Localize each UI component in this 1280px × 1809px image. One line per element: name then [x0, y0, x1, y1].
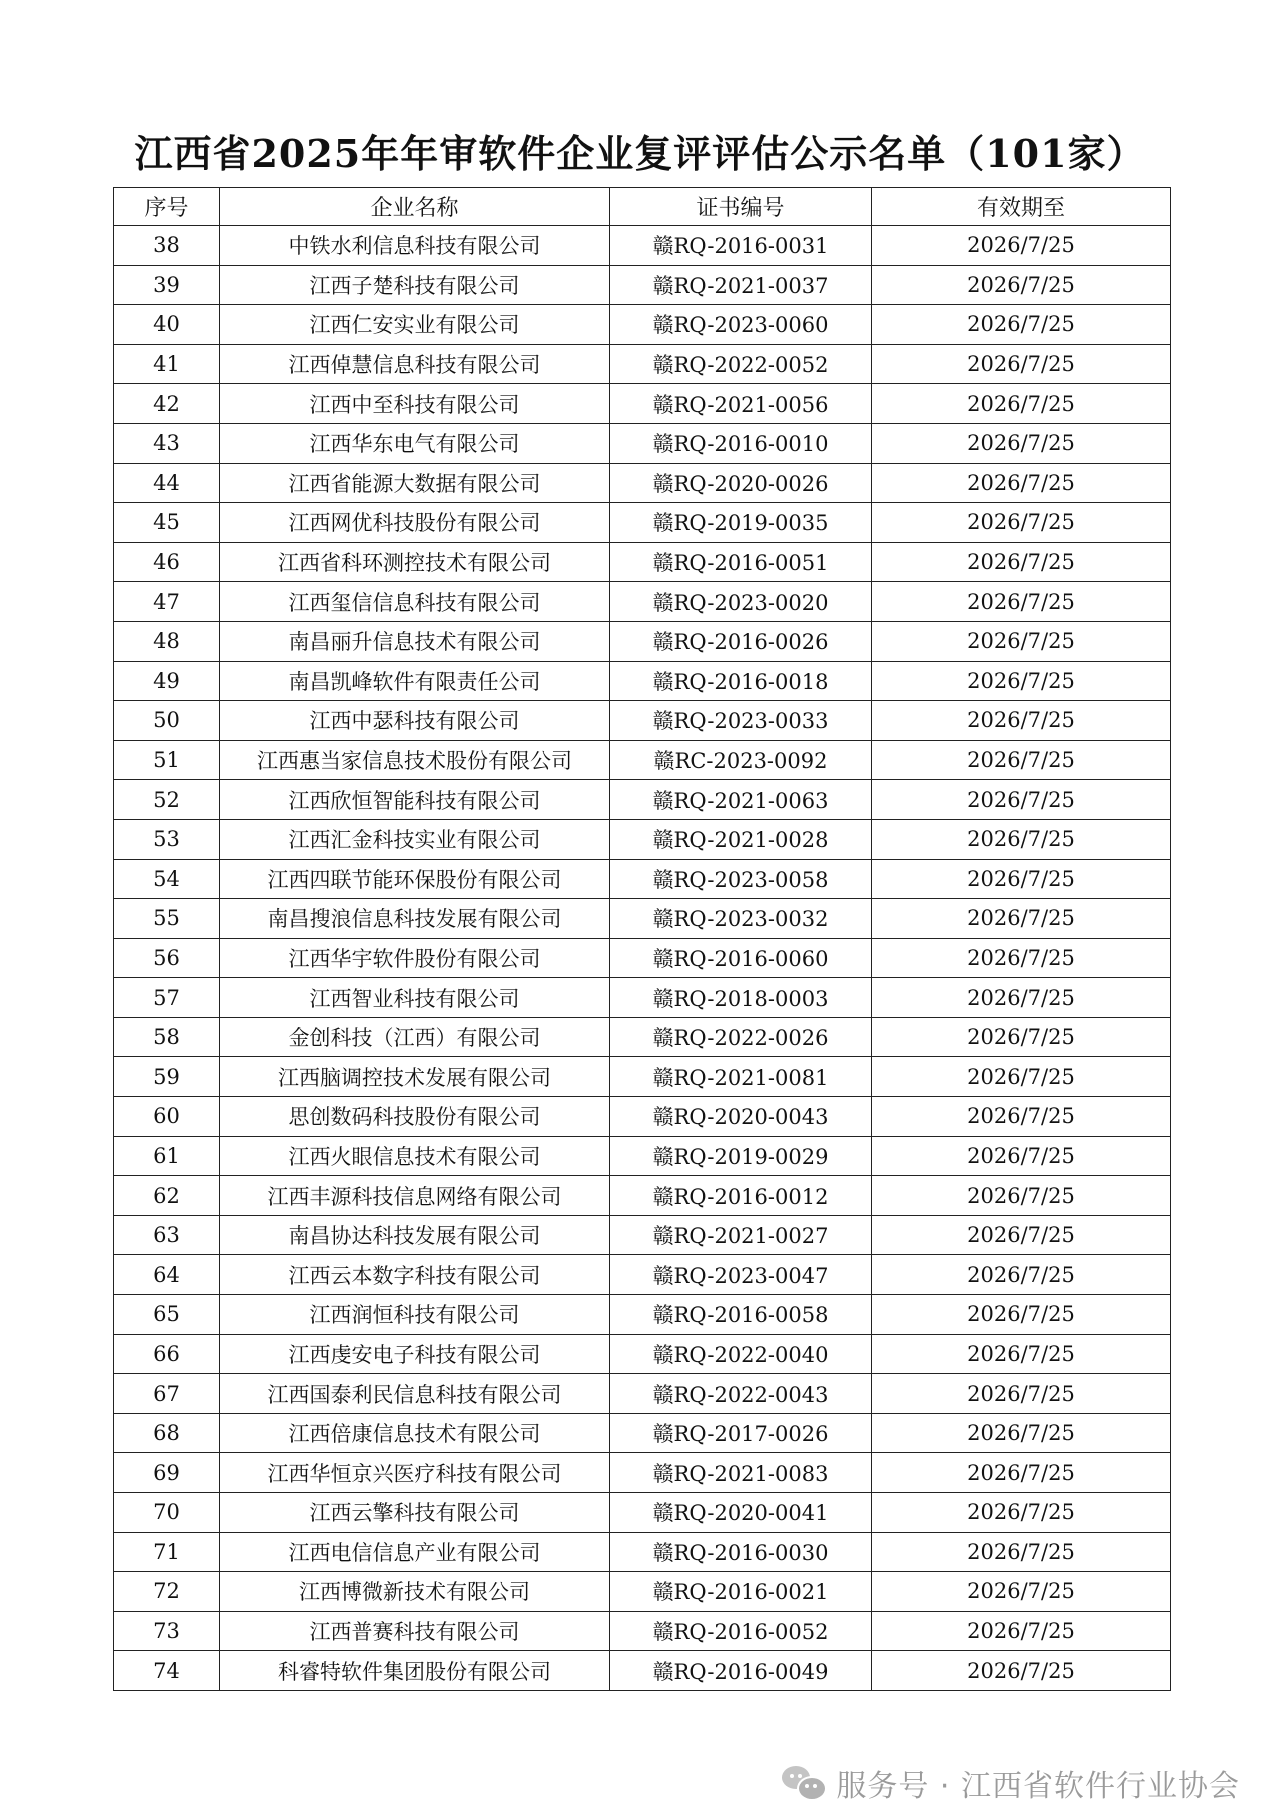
- table-row: [114, 1295, 1171, 1335]
- cell-certificate-number: 赣RQ-2023-0060: [610, 305, 872, 345]
- table-row: [114, 463, 1171, 503]
- cell-company-name: 江西中至科技有限公司: [220, 384, 610, 424]
- cell-index: 45: [114, 503, 220, 543]
- cell-certificate-number: 赣RQ-2017-0026: [610, 1413, 872, 1453]
- cell-company-name: 江西惠当家信息技术股份有限公司: [220, 740, 610, 780]
- cell-index: 68: [114, 1413, 220, 1453]
- cell-company-name: 江西华宇软件股份有限公司: [220, 938, 610, 978]
- table-row: [114, 1334, 1171, 1374]
- cell-certificate-number: 赣RQ-2023-0020: [610, 582, 872, 622]
- cell-company-name: 南昌搜浪信息科技发展有限公司: [220, 899, 610, 939]
- table-row: [114, 1374, 1171, 1414]
- cell-valid-until: 2026/7/25: [872, 463, 1171, 503]
- cell-valid-until: 2026/7/25: [872, 384, 1171, 424]
- cell-certificate-number: 赣RQ-2018-0003: [610, 978, 872, 1018]
- table-row: [114, 1413, 1171, 1453]
- cell-company-name: 江西子楚科技有限公司: [220, 265, 610, 305]
- cell-index: 46: [114, 542, 220, 582]
- cell-index: 59: [114, 1057, 220, 1097]
- cell-company-name: 江西国泰利民信息科技有限公司: [220, 1374, 610, 1414]
- cell-valid-until: 2026/7/25: [872, 1532, 1171, 1572]
- cell-company-name: 江西博微新技术有限公司: [220, 1572, 610, 1612]
- cell-company-name: 江西倬慧信息科技有限公司: [220, 344, 610, 384]
- page-title: 江西省2025年年审软件企业复评评估公示名单（101家）: [134, 131, 1146, 176]
- cell-index: 61: [114, 1136, 220, 1176]
- cell-valid-until: 2026/7/25: [872, 740, 1171, 780]
- cell-valid-until: 2026/7/25: [872, 859, 1171, 899]
- cell-company-name: 江西玺信信息科技有限公司: [220, 582, 610, 622]
- watermark-text: 服务号 · 江西省软件行业协会: [836, 1769, 1240, 1804]
- table-row: [114, 423, 1171, 463]
- cell-valid-until: 2026/7/25: [872, 899, 1171, 939]
- cell-valid-until: 2026/7/25: [872, 1334, 1171, 1374]
- cell-index: 66: [114, 1334, 220, 1374]
- cell-company-name: 江西润恒科技有限公司: [220, 1295, 610, 1335]
- cell-certificate-number: 赣RQ-2023-0032: [610, 899, 872, 939]
- cell-index: 60: [114, 1097, 220, 1137]
- table-header-row: [114, 188, 1171, 226]
- cell-index: 72: [114, 1572, 220, 1612]
- cell-certificate-number: 赣RQ-2020-0041: [610, 1493, 872, 1533]
- table-row: [114, 1651, 1171, 1691]
- wechat-icon: [782, 1766, 826, 1800]
- table-row: [114, 1057, 1171, 1097]
- cell-company-name: 江西网优科技股份有限公司: [220, 503, 610, 543]
- table-body: [114, 226, 1171, 1691]
- cell-valid-until: 2026/7/25: [872, 1255, 1171, 1295]
- cell-valid-until: 2026/7/25: [872, 226, 1171, 266]
- cell-certificate-number: 赣RQ-2023-0033: [610, 701, 872, 741]
- table-row: [114, 621, 1171, 661]
- table-row: [114, 265, 1171, 305]
- cell-valid-until: 2026/7/25: [872, 1572, 1171, 1612]
- cell-valid-until: 2026/7/25: [872, 1017, 1171, 1057]
- cell-company-name: 南昌协达科技发展有限公司: [220, 1215, 610, 1255]
- cell-valid-until: 2026/7/25: [872, 978, 1171, 1018]
- cell-valid-until: 2026/7/25: [872, 423, 1171, 463]
- header-certificate-number: 证书编号: [610, 188, 872, 226]
- table-row: [114, 542, 1171, 582]
- cell-index: 74: [114, 1651, 220, 1691]
- table-row: [114, 819, 1171, 859]
- cell-company-name: 江西省科环测控技术有限公司: [220, 542, 610, 582]
- cell-index: 56: [114, 938, 220, 978]
- cell-valid-until: 2026/7/25: [872, 701, 1171, 741]
- table-row: [114, 503, 1171, 543]
- cell-index: 41: [114, 344, 220, 384]
- cell-certificate-number: 赣RQ-2016-0058: [610, 1295, 872, 1335]
- cell-index: 49: [114, 661, 220, 701]
- cell-index: 50: [114, 701, 220, 741]
- cell-company-name: 南昌丽升信息技术有限公司: [220, 621, 610, 661]
- cell-index: 62: [114, 1176, 220, 1216]
- table-row: [114, 305, 1171, 345]
- cell-company-name: 南昌凯峰软件有限责任公司: [220, 661, 610, 701]
- cell-certificate-number: 赣RQ-2019-0029: [610, 1136, 872, 1176]
- cell-valid-until: 2026/7/25: [872, 542, 1171, 582]
- cell-valid-until: 2026/7/25: [872, 1176, 1171, 1216]
- cell-index: 54: [114, 859, 220, 899]
- table-row: [114, 978, 1171, 1018]
- cell-valid-until: 2026/7/25: [872, 661, 1171, 701]
- header-index: 序号: [114, 188, 220, 226]
- cell-index: 57: [114, 978, 220, 1018]
- cell-valid-until: 2026/7/25: [872, 503, 1171, 543]
- cell-valid-until: 2026/7/25: [872, 1057, 1171, 1097]
- cell-index: 70: [114, 1493, 220, 1533]
- cell-certificate-number: 赣RQ-2016-0018: [610, 661, 872, 701]
- cell-company-name: 思创数码科技股份有限公司: [220, 1097, 610, 1137]
- table-row: [114, 1215, 1171, 1255]
- table-row: [114, 1453, 1171, 1493]
- table-row: [114, 1255, 1171, 1295]
- cell-index: 63: [114, 1215, 220, 1255]
- table-row: [114, 384, 1171, 424]
- table-row: [114, 1611, 1171, 1651]
- table-row: [114, 701, 1171, 741]
- cell-certificate-number: 赣RQ-2019-0035: [610, 503, 872, 543]
- company-table: [113, 187, 1171, 1691]
- cell-company-name: 江西华恒京兴医疗科技有限公司: [220, 1453, 610, 1493]
- table-row: [114, 1532, 1171, 1572]
- cell-certificate-number: 赣RQ-2022-0052: [610, 344, 872, 384]
- cell-valid-until: 2026/7/25: [872, 621, 1171, 661]
- cell-certificate-number: 赣RQ-2016-0031: [610, 226, 872, 266]
- cell-certificate-number: 赣RQ-2021-0081: [610, 1057, 872, 1097]
- cell-company-name: 江西四联节能环保股份有限公司: [220, 859, 610, 899]
- cell-company-name: 江西省能源大数据有限公司: [220, 463, 610, 503]
- watermark: [782, 1765, 1240, 1804]
- cell-certificate-number: 赣RC-2023-0092: [610, 740, 872, 780]
- cell-valid-until: 2026/7/25: [872, 819, 1171, 859]
- cell-company-name: 江西倍康信息技术有限公司: [220, 1413, 610, 1453]
- cell-index: 43: [114, 423, 220, 463]
- table-row: [114, 226, 1171, 266]
- cell-index: 64: [114, 1255, 220, 1295]
- cell-valid-until: 2026/7/25: [872, 1097, 1171, 1137]
- cell-company-name: 江西丰源科技信息网络有限公司: [220, 1176, 610, 1216]
- cell-index: 44: [114, 463, 220, 503]
- cell-certificate-number: 赣RQ-2022-0040: [610, 1334, 872, 1374]
- cell-company-name: 江西中瑟科技有限公司: [220, 701, 610, 741]
- cell-certificate-number: 赣RQ-2016-0010: [610, 423, 872, 463]
- cell-company-name: 江西电信信息产业有限公司: [220, 1532, 610, 1572]
- cell-company-name: 中铁水利信息科技有限公司: [220, 226, 610, 266]
- header-company-name: 企业名称: [220, 188, 610, 226]
- cell-company-name: 江西汇金科技实业有限公司: [220, 819, 610, 859]
- cell-valid-until: 2026/7/25: [872, 582, 1171, 622]
- cell-index: 58: [114, 1017, 220, 1057]
- table-row: [114, 1493, 1171, 1533]
- cell-certificate-number: 赣RQ-2022-0026: [610, 1017, 872, 1057]
- cell-valid-until: 2026/7/25: [872, 1136, 1171, 1176]
- cell-valid-until: 2026/7/25: [872, 1493, 1171, 1533]
- table-row: [114, 740, 1171, 780]
- cell-certificate-number: 赣RQ-2021-0056: [610, 384, 872, 424]
- table-row: [114, 899, 1171, 939]
- cell-index: 65: [114, 1295, 220, 1335]
- cell-index: 73: [114, 1611, 220, 1651]
- cell-certificate-number: 赣RQ-2022-0043: [610, 1374, 872, 1414]
- cell-certificate-number: 赣RQ-2016-0049: [610, 1651, 872, 1691]
- header-valid-until: 有效期至: [872, 188, 1171, 226]
- cell-valid-until: 2026/7/25: [872, 265, 1171, 305]
- cell-company-name: 江西云擎科技有限公司: [220, 1493, 610, 1533]
- cell-company-name: 科睿特软件集团股份有限公司: [220, 1651, 610, 1691]
- table-row: [114, 1136, 1171, 1176]
- cell-company-name: 江西普赛科技有限公司: [220, 1611, 610, 1651]
- cell-valid-until: 2026/7/25: [872, 1215, 1171, 1255]
- cell-company-name: 江西脑调控技术发展有限公司: [220, 1057, 610, 1097]
- cell-valid-until: 2026/7/25: [872, 1374, 1171, 1414]
- cell-certificate-number: 赣RQ-2016-0051: [610, 542, 872, 582]
- table-row: [114, 344, 1171, 384]
- cell-certificate-number: 赣RQ-2021-0063: [610, 780, 872, 820]
- cell-certificate-number: 赣RQ-2016-0030: [610, 1532, 872, 1572]
- cell-index: 51: [114, 740, 220, 780]
- cell-certificate-number: 赣RQ-2021-0037: [610, 265, 872, 305]
- table-row: [114, 780, 1171, 820]
- cell-index: 40: [114, 305, 220, 345]
- cell-company-name: 江西火眼信息技术有限公司: [220, 1136, 610, 1176]
- cell-company-name: 江西欣恒智能科技有限公司: [220, 780, 610, 820]
- table-row: [114, 859, 1171, 899]
- cell-company-name: 江西云本数字科技有限公司: [220, 1255, 610, 1295]
- table-row: [114, 1017, 1171, 1057]
- cell-company-name: 金创科技（江西）有限公司: [220, 1017, 610, 1057]
- table-row: [114, 1176, 1171, 1216]
- cell-valid-until: 2026/7/25: [872, 305, 1171, 345]
- table-row: [114, 938, 1171, 978]
- cell-valid-until: 2026/7/25: [872, 780, 1171, 820]
- table-row: [114, 1097, 1171, 1137]
- cell-certificate-number: 赣RQ-2021-0083: [610, 1453, 872, 1493]
- cell-valid-until: 2026/7/25: [872, 1413, 1171, 1453]
- table-row: [114, 1572, 1171, 1612]
- cell-index: 53: [114, 819, 220, 859]
- cell-company-name: 江西智业科技有限公司: [220, 978, 610, 1018]
- cell-index: 47: [114, 582, 220, 622]
- cell-certificate-number: 赣RQ-2023-0047: [610, 1255, 872, 1295]
- cell-index: 39: [114, 265, 220, 305]
- cell-certificate-number: 赣RQ-2021-0027: [610, 1215, 872, 1255]
- cell-certificate-number: 赣RQ-2021-0028: [610, 819, 872, 859]
- cell-index: 67: [114, 1374, 220, 1414]
- cell-index: 55: [114, 899, 220, 939]
- cell-company-name: 江西仁安实业有限公司: [220, 305, 610, 345]
- cell-valid-until: 2026/7/25: [872, 938, 1171, 978]
- cell-valid-until: 2026/7/25: [872, 1453, 1171, 1493]
- cell-certificate-number: 赣RQ-2016-0012: [610, 1176, 872, 1216]
- cell-valid-until: 2026/7/25: [872, 1651, 1171, 1691]
- cell-certificate-number: 赣RQ-2020-0026: [610, 463, 872, 503]
- cell-certificate-number: 赣RQ-2016-0060: [610, 938, 872, 978]
- cell-valid-until: 2026/7/25: [872, 344, 1171, 384]
- cell-certificate-number: 赣RQ-2016-0026: [610, 621, 872, 661]
- cell-certificate-number: 赣RQ-2016-0052: [610, 1611, 872, 1651]
- cell-index: 71: [114, 1532, 220, 1572]
- table-row: [114, 582, 1171, 622]
- cell-index: 69: [114, 1453, 220, 1493]
- cell-company-name: 江西华东电气有限公司: [220, 423, 610, 463]
- cell-certificate-number: 赣RQ-2023-0058: [610, 859, 872, 899]
- table-row: [114, 661, 1171, 701]
- cell-company-name: 江西虔安电子科技有限公司: [220, 1334, 610, 1374]
- cell-certificate-number: 赣RQ-2016-0021: [610, 1572, 872, 1612]
- cell-index: 52: [114, 780, 220, 820]
- cell-valid-until: 2026/7/25: [872, 1295, 1171, 1335]
- cell-index: 42: [114, 384, 220, 424]
- cell-certificate-number: 赣RQ-2020-0043: [610, 1097, 872, 1137]
- cell-index: 48: [114, 621, 220, 661]
- cell-valid-until: 2026/7/25: [872, 1611, 1171, 1651]
- cell-index: 38: [114, 226, 220, 266]
